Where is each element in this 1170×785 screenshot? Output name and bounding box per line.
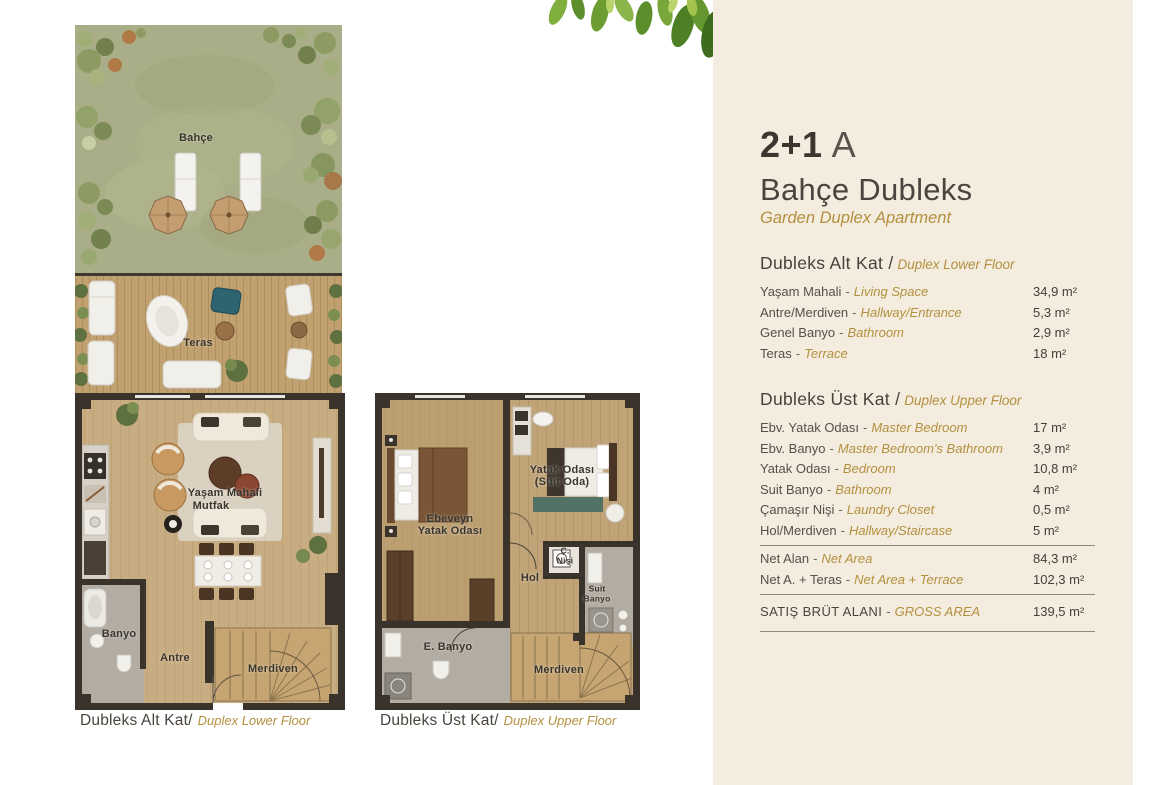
net-terrace-row: Net A. + Teras - Net Area + Terrace 102,3 m² xyxy=(760,571,1085,587)
spec-row: Hol/Merdiven - Hallway/Staircase 5 m² xyxy=(760,522,1059,538)
living-room-label: Yaşam Mahali xyxy=(187,487,263,499)
hall-label: Hol xyxy=(520,572,540,584)
master-bedroom-label: Ebeveyn Yatak Odası xyxy=(417,513,483,537)
garden-label: Bahçe xyxy=(178,132,214,144)
bathroom-label: Banyo xyxy=(101,628,137,640)
garden-drawing xyxy=(75,25,342,273)
suite-bath-label: Suit Banyo xyxy=(583,583,611,603)
lower-floor-caption: Dubleks Alt Kat/ Duplex Lower Floor xyxy=(80,712,311,729)
spec-row: Çamaşır Nişi - Laundry Closet 0,5 m² xyxy=(760,502,1070,517)
ensuite-bath-label: E. Banyo xyxy=(423,641,473,653)
divider xyxy=(760,594,1095,595)
divider xyxy=(760,545,1095,546)
net-area-row: Net Alan - Net Area 84,3 m² xyxy=(760,551,1078,566)
spec-row: Genel Banyo - Bathroom 2,9 m² xyxy=(760,325,1070,340)
upper-floor-rows xyxy=(760,418,1095,541)
divider xyxy=(760,631,1095,632)
lower-plan-drawing xyxy=(75,393,345,710)
dining-set xyxy=(195,543,261,600)
spec-row: Ebv. Banyo - Master Bedroom's Bathroom 3,9 m² xyxy=(760,440,1070,456)
upper-floor-caption: Dubleks Üst Kat/ Duplex Upper Floor xyxy=(380,712,617,729)
apartment-name: Bahçe Dubleks xyxy=(760,172,973,207)
gross-area-row: SATIŞ BRÜT ALANI - GROSS AREA 139,5 m² xyxy=(760,604,1085,619)
stairs-upper-label: Merdiven xyxy=(534,664,584,676)
entry-label: Antre xyxy=(160,652,190,664)
spec-row: Suit Banyo - Bathroom 4 m² xyxy=(760,481,1059,497)
spec-row: Yatak Odası - Bedroom 10,8 m² xyxy=(760,461,1078,476)
suite-bedroom-label: Yatak Odası (Suit Oda) xyxy=(529,464,595,488)
unit-type: A xyxy=(831,124,856,165)
upper-plan-drawing xyxy=(375,393,640,710)
floor-plan-upper xyxy=(375,393,640,710)
terrace-label: Teras xyxy=(183,337,213,349)
entry-door-gap xyxy=(213,703,243,710)
terrace-plan xyxy=(75,273,342,393)
spec-row: Teras - Terrace 18 m² xyxy=(760,345,1067,361)
laundry-niche-label: Ç. Nişi xyxy=(556,545,574,565)
garden-plan xyxy=(75,25,342,273)
kitchen-label: Mutfak xyxy=(192,500,230,512)
summary-block xyxy=(760,545,1095,632)
spec-row: Yaşam Mahali - Living Space 34,9 m² xyxy=(760,284,1078,299)
kitchen-counter xyxy=(82,445,109,585)
stairs-label: Merdiven xyxy=(248,663,298,675)
lower-floor-rows xyxy=(760,282,1095,364)
lower-floor-header: Dubleks Alt Kat / Duplex Lower Floor xyxy=(760,253,1015,273)
apartment-subtitle: Garden Duplex Apartment xyxy=(760,209,952,227)
spec-row: Ebv. Yatak Odası - Master Bedroom 17 m² xyxy=(760,420,1067,435)
spec-row: Antre/Merdiven - Hallway/Entrance 5,3 m² xyxy=(760,304,1070,320)
upper-floor-header: Dubleks Üst Kat / Duplex Upper Floor xyxy=(760,389,1022,409)
terrace-drawing xyxy=(75,273,342,393)
info-panel xyxy=(713,0,1133,785)
unit-title xyxy=(760,125,1095,173)
unit-size: 2+1 xyxy=(760,124,823,165)
floor-plan-lower xyxy=(75,393,345,710)
